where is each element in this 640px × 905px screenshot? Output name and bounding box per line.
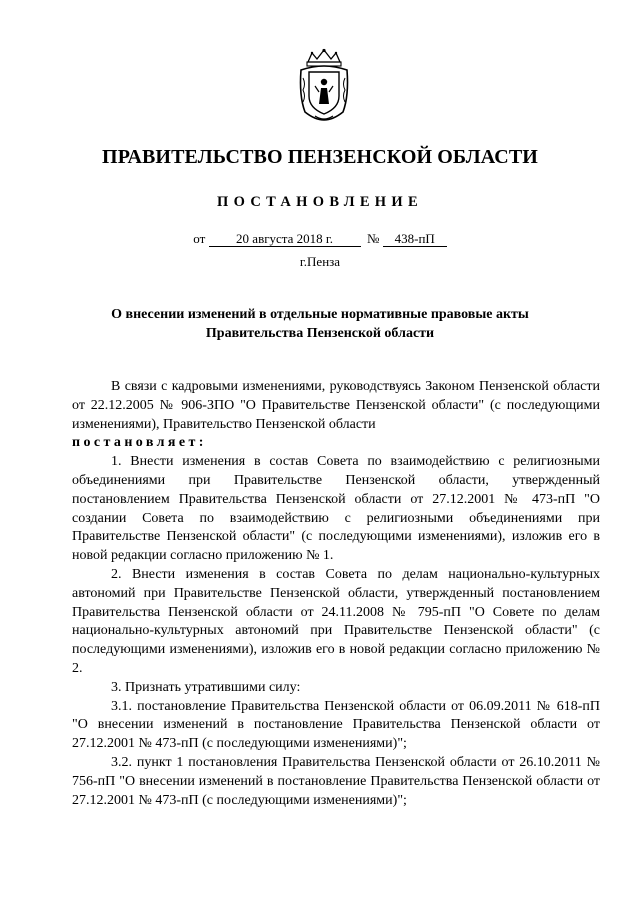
document-type-title: ПОСТАНОВЛЕНИЕ [217,194,423,210]
resolves-word: постановляет: [72,435,207,451]
document-body [72,378,600,810]
subject-line-2: Правительства Пензенской области [205,326,435,341]
intro-paragraph: В связи с кадровыми изменениями, руководствуясь Законом Пензенской области от 22.12.2005 № 906-ЗПО "О Правительстве Пензенской области" (с последующими изменениями), Правительство Пензенской области [72,379,600,432]
paragraph-3-1: 3.1. постановление Правительства Пензенской области от 06.09.2011 № 618-пП "О внесении изменений в постановление Правительства Пензенской области от 27.12.2001 № 473-пП (с последующими изменениями)"; [72,698,600,752]
number-prefix: № [367,231,380,246]
document-number: 438-пП [383,231,447,247]
paragraph-1: 1. Внести изменения в состав Совета по взаимодействию с религиозными объединениями при Правительстве Пензенской области, утвержденный постановлением Правительства Пензенской области от 27.12.2001 № 473-пП "О создании Совета по взаимодействию с религиозными объединениями при Правительстве Пензенской области" (с последующими изменениями), изложив его в новой редакции согласно приложению № 1. [72,454,600,564]
government-title: ПРАВИТЕЛЬСТВО ПЕНЗЕНСКОЙ ОБЛАСТИ [102,146,538,168]
subject-line-1: О внесении изменений в отдельные нормативные правовые акты [111,307,529,322]
document-subject [100,305,540,343]
resolves-paragraph [72,434,600,453]
city-label: г.Пенза [299,254,341,269]
date-number-line [0,231,640,247]
document-date: 20 августа 2018 г. [209,231,361,247]
paragraph-3-2: 3.2. пункт 1 постановления Правительства Пензенской области от 26.10.2011 № 756-пП "О внесении изменений в постановление Правительства Пензенской области от 27.12.2001 № 473-пП (с последующими изменениями)"; [72,754,600,808]
coat-of-arms-emblem [295,48,353,122]
paragraph-2: 2. Внести изменения в состав Совета по делам национально-культурных автономий при Правительстве Пензенской области, утвержденный постановлением Правительства Пензенской области от 24.11.2008 № 795-пП "О Совете по делам национально-культурных автономий при Правительстве Пензенской области" (с последующими изменениями), изложив его в новой редакции согласно приложению № 2. [72,566,600,676]
paragraph-3: 3. Признать утратившими силу: [111,679,301,695]
date-prefix: от [193,231,206,246]
